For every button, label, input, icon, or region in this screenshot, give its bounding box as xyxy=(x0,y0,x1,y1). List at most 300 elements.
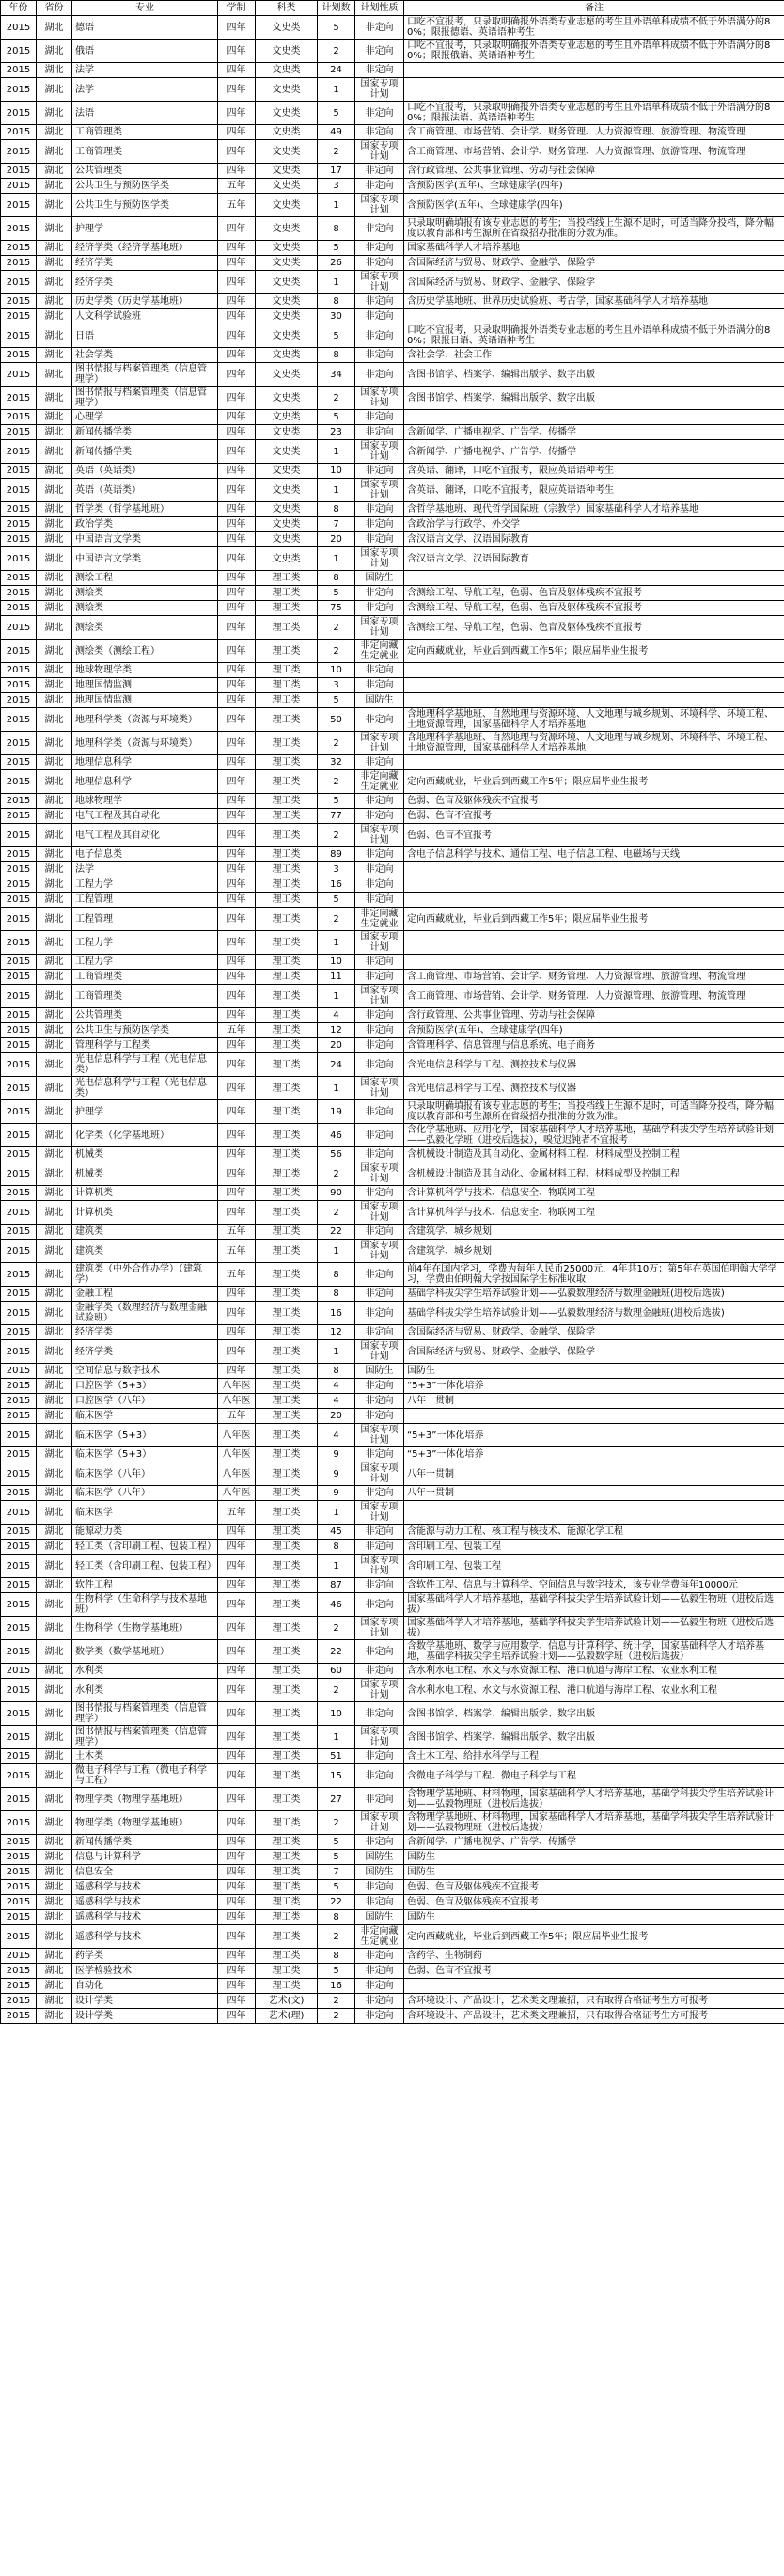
major-cell: 物理学类（物理学基地班） xyxy=(72,1788,218,1811)
duration-cell: 四年 xyxy=(218,877,256,893)
plan-type-cell: 国家专项计划 xyxy=(355,194,404,217)
year-cell: 2015 xyxy=(1,908,37,931)
remarks-cell: 含预防医学(五年)、全球健康学(四年) xyxy=(404,1023,784,1038)
plan-count-cell: 20 xyxy=(318,1409,355,1424)
category-cell: 文史类 xyxy=(256,63,318,78)
duration-cell: 八年医 xyxy=(218,1394,256,1409)
province-cell: 湖北 xyxy=(37,770,72,794)
province-cell: 湖北 xyxy=(37,1225,72,1240)
year-cell: 2015 xyxy=(1,78,37,102)
year-cell: 2015 xyxy=(1,102,37,125)
category-cell: 理工类 xyxy=(256,1525,318,1540)
plan-type-cell: 非定向 xyxy=(355,102,404,125)
major-cell: 法语 xyxy=(72,102,218,125)
category-cell: 理工类 xyxy=(256,1008,318,1023)
table-row xyxy=(1,1664,784,1679)
year-cell: 2015 xyxy=(1,479,37,502)
province-cell: 湖北 xyxy=(37,547,72,571)
remarks-cell: 含机械设计制造及其自动化、金属材料工程、材料成型及控制工程 xyxy=(404,1162,784,1186)
duration-cell: 四年 xyxy=(218,1994,256,2009)
table-row xyxy=(1,1949,784,1964)
table-row xyxy=(1,1340,784,1364)
plan-count-cell: 1 xyxy=(318,547,355,571)
major-cell: 生物科学（生命科学与技术基地班） xyxy=(72,1593,218,1617)
plan-count-cell: 8 xyxy=(318,294,355,309)
duration-cell: 四年 xyxy=(218,294,256,309)
table-row xyxy=(1,824,784,847)
major-cell: 轻工类（含印刷工程、包装工程） xyxy=(72,1540,218,1555)
remarks-cell: 含计算机科学与技术、信息安全、物联网工程 xyxy=(404,1201,784,1225)
plan-count-cell: 5 xyxy=(318,16,355,40)
remarks-cell: 含印刷工程、包装工程 xyxy=(404,1555,784,1578)
category-cell: 文史类 xyxy=(256,294,318,309)
duration-cell: 四年 xyxy=(218,809,256,824)
duration-cell: 五年 xyxy=(218,1023,256,1038)
plan-type-cell: 非定向 xyxy=(355,410,404,425)
plan-count-cell: 2 xyxy=(318,1201,355,1225)
table-row xyxy=(1,693,784,708)
major-cell: 工商管理类 xyxy=(72,970,218,985)
category-cell: 文史类 xyxy=(256,324,318,348)
category-cell: 理工类 xyxy=(256,985,318,1008)
table-row xyxy=(1,663,784,678)
remarks-cell: “5+3”一体化培养 xyxy=(404,1447,784,1462)
table-row xyxy=(1,194,784,217)
plan-count-cell: 10 xyxy=(318,955,355,970)
major-cell: 电气工程及其自动化 xyxy=(72,809,218,824)
table-row xyxy=(1,862,784,877)
plan-type-cell: 国防生 xyxy=(355,1850,404,1865)
plan-type-cell: 国家专项计划 xyxy=(355,1077,404,1100)
province-cell: 湖北 xyxy=(37,908,72,931)
year-cell: 2015 xyxy=(1,440,37,464)
table-row xyxy=(1,1186,784,1201)
plan-count-cell: 2 xyxy=(318,732,355,755)
year-cell: 2015 xyxy=(1,1964,37,1979)
province-cell: 湖北 xyxy=(37,194,72,217)
duration-cell: 四年 xyxy=(218,1124,256,1147)
plan-type-cell: 国家专项计划 xyxy=(355,1811,404,1835)
major-cell: 管理科学与工程类 xyxy=(72,1038,218,1053)
year-cell: 2015 xyxy=(1,1287,37,1302)
major-cell: 建筑类 xyxy=(72,1225,218,1240)
remarks-cell: 国防生 xyxy=(404,1850,784,1865)
table-row xyxy=(1,1147,784,1162)
plan-count-cell: 24 xyxy=(318,1053,355,1077)
category-cell: 文史类 xyxy=(256,479,318,502)
duration-cell: 四年 xyxy=(218,1835,256,1850)
plan-count-cell: 87 xyxy=(318,1578,355,1593)
province-cell: 湖北 xyxy=(37,1053,72,1077)
year-cell: 2015 xyxy=(1,1895,37,1910)
plan-type-cell: 国家专项计划 xyxy=(355,1201,404,1225)
plan-type-cell: 非定向 xyxy=(355,125,404,140)
plan-count-cell: 26 xyxy=(318,256,355,271)
remarks-cell xyxy=(404,410,784,425)
category-cell: 文史类 xyxy=(256,256,318,271)
table-row xyxy=(1,179,784,194)
category-cell: 理工类 xyxy=(256,1201,318,1225)
duration-cell: 四年 xyxy=(218,241,256,256)
plan-type-cell: 非定向 xyxy=(355,601,404,616)
year-cell: 2015 xyxy=(1,1379,37,1394)
table-row xyxy=(1,217,784,241)
remarks-cell: 口吃不宜报考，只录取明确报外语类专业志愿的考生且外语单科成绩不低于外语满分的80%；限报俄语、英语语种考生 xyxy=(404,40,784,63)
duration-cell: 五年 xyxy=(218,1409,256,1424)
major-cell: 法学 xyxy=(72,63,218,78)
year-cell: 2015 xyxy=(1,1340,37,1364)
plan-count-cell: 1 xyxy=(318,78,355,102)
plan-type-cell: 非定向 xyxy=(355,464,404,479)
category-cell: 文史类 xyxy=(256,410,318,425)
major-cell: 计算机类 xyxy=(72,1201,218,1225)
category-cell: 文史类 xyxy=(256,164,318,179)
plan-type-cell: 非定向 xyxy=(355,1593,404,1617)
province-cell: 湖北 xyxy=(37,1788,72,1811)
plan-count-cell: 5 xyxy=(318,586,355,601)
duration-cell: 四年 xyxy=(218,140,256,164)
plan-count-cell: 17 xyxy=(318,164,355,179)
province-cell: 湖北 xyxy=(37,1240,72,1263)
table-row xyxy=(1,78,784,102)
plan-type-cell: 国家专项计划 xyxy=(355,1501,404,1525)
category-cell: 理工类 xyxy=(256,1023,318,1038)
year-cell: 2015 xyxy=(1,16,37,40)
plan-count-cell: 19 xyxy=(318,1100,355,1124)
category-cell: 文史类 xyxy=(256,40,318,63)
column-header-plan-count: 计划数 xyxy=(318,1,355,16)
major-cell: 遥感科学与技术 xyxy=(72,1910,218,1925)
year-cell: 2015 xyxy=(1,464,37,479)
remarks-cell: 含地理科学基地班、自然地理与资源环境、人文地理与城乡规划、环境科学、环境工程、土地资源管理，国家基础科学人才培养基地 xyxy=(404,708,784,732)
table-row xyxy=(1,847,784,862)
plan-count-cell: 8 xyxy=(318,1287,355,1302)
year-cell: 2015 xyxy=(1,663,37,678)
major-cell: 图书情报与档案管理类（信息管理学） xyxy=(72,1702,218,1726)
category-cell: 理工类 xyxy=(256,1100,318,1124)
plan-count-cell: 5 xyxy=(318,1835,355,1850)
remarks-cell: 含印刷工程、包装工程 xyxy=(404,1540,784,1555)
category-cell: 理工类 xyxy=(256,678,318,693)
duration-cell: 四年 xyxy=(218,708,256,732)
table-row xyxy=(1,1124,784,1147)
major-cell: 临床医学（八年） xyxy=(72,1462,218,1486)
table-row xyxy=(1,1394,784,1409)
duration-cell: 四年 xyxy=(218,893,256,908)
duration-cell: 四年 xyxy=(218,1726,256,1749)
year-cell: 2015 xyxy=(1,1364,37,1379)
province-cell: 湖北 xyxy=(37,363,72,387)
year-cell: 2015 xyxy=(1,678,37,693)
year-cell: 2015 xyxy=(1,1865,37,1880)
remarks-cell: 含能源与动力工程、核工程与核技术、能源化学工程 xyxy=(404,1525,784,1540)
major-cell: 机械类 xyxy=(72,1162,218,1186)
year-cell: 2015 xyxy=(1,1880,37,1895)
major-cell: 地理科学类（资源与环境类） xyxy=(72,732,218,755)
plan-count-cell: 22 xyxy=(318,1225,355,1240)
province-cell: 湖北 xyxy=(37,256,72,271)
province-cell: 湖北 xyxy=(37,179,72,194)
duration-cell: 四年 xyxy=(218,862,256,877)
remarks-cell: 含历史学基地班、世界历史试验班、考古学，国家基础科学人才培养基地 xyxy=(404,294,784,309)
category-cell: 理工类 xyxy=(256,1850,318,1865)
table-row xyxy=(1,256,784,271)
major-cell: 心理学 xyxy=(72,410,218,425)
remarks-cell: 国防生 xyxy=(404,1865,784,1880)
remarks-cell: 含光电信息科学与工程、测控技术与仪器 xyxy=(404,1053,784,1077)
year-cell: 2015 xyxy=(1,1617,37,1640)
remarks-cell: 只录取明确填报有该专业志愿的考生；当投档线上生源不足时，可适当降分投档，降分幅度以教育部和考生源所在省级招办批准的分数为准。 xyxy=(404,1100,784,1124)
plan-count-cell: 5 xyxy=(318,693,355,708)
plan-type-cell: 非定向 xyxy=(355,970,404,985)
table-row xyxy=(1,1447,784,1462)
remarks-cell: 含政治学与行政学、外交学 xyxy=(404,517,784,532)
category-cell: 文史类 xyxy=(256,387,318,410)
duration-cell: 四年 xyxy=(218,1679,256,1702)
duration-cell: 四年 xyxy=(218,502,256,517)
year-cell: 2015 xyxy=(1,1640,37,1664)
major-cell: 工商管理类 xyxy=(72,140,218,164)
remarks-cell: 口吃不宜报考，只录取明确报外语类专业志愿的考生且外语单科成绩不低于外语满分的80%；限报日语、英语语种考生 xyxy=(404,324,784,348)
year-cell: 2015 xyxy=(1,985,37,1008)
province-cell: 湖北 xyxy=(37,1501,72,1525)
year-cell: 2015 xyxy=(1,1664,37,1679)
duration-cell: 四年 xyxy=(218,678,256,693)
plan-type-cell: 非定向 xyxy=(355,1895,404,1910)
major-cell: 历史学类（历史学基地班） xyxy=(72,294,218,309)
column-header-category: 科类 xyxy=(256,1,318,16)
province-cell: 湖北 xyxy=(37,1664,72,1679)
plan-count-cell: 2 xyxy=(318,40,355,63)
major-cell: 土木类 xyxy=(72,1749,218,1764)
category-cell: 文史类 xyxy=(256,425,318,440)
table-row xyxy=(1,1240,784,1263)
remarks-cell: 含建筑学、城乡规划 xyxy=(404,1225,784,1240)
major-cell: 设计学类 xyxy=(72,1994,218,2009)
major-cell: 工商管理类 xyxy=(72,125,218,140)
table-row xyxy=(1,363,784,387)
plan-type-cell: 非定向 xyxy=(355,1578,404,1593)
category-cell: 理工类 xyxy=(256,1364,318,1379)
column-header-plan-type: 计划性质 xyxy=(355,1,404,16)
province-cell: 湖北 xyxy=(37,678,72,693)
plan-type-cell: 国家专项计划 xyxy=(355,1462,404,1486)
year-cell: 2015 xyxy=(1,1702,37,1726)
year-cell: 2015 xyxy=(1,931,37,955)
category-cell: 理工类 xyxy=(256,1053,318,1077)
province-cell: 湖北 xyxy=(37,693,72,708)
plan-count-cell: 46 xyxy=(318,1593,355,1617)
category-cell: 艺术(理) xyxy=(256,2009,318,2024)
province-cell: 湖北 xyxy=(37,809,72,824)
duration-cell: 四年 xyxy=(218,1201,256,1225)
plan-type-cell: 非定向 xyxy=(355,1409,404,1424)
major-cell: 工商管理类 xyxy=(72,985,218,1008)
remarks-cell: 定向西藏就业，毕业后到西藏工作5年；限应届毕业生报考 xyxy=(404,1925,784,1949)
table-row xyxy=(1,410,784,425)
category-cell: 理工类 xyxy=(256,1394,318,1409)
duration-cell: 四年 xyxy=(218,1788,256,1811)
plan-count-cell: 5 xyxy=(318,893,355,908)
duration-cell: 四年 xyxy=(218,1702,256,1726)
major-cell: 地理国情监测 xyxy=(72,693,218,708)
remarks-cell: 口吃不宜报考，只录取明确报外语类专业志愿的考生且外语单科成绩不低于外语满分的80%；限报德语、英语语种考生 xyxy=(404,16,784,40)
plan-count-cell: 7 xyxy=(318,1865,355,1880)
duration-cell: 四年 xyxy=(218,732,256,755)
plan-type-cell: 非定向 xyxy=(355,1835,404,1850)
year-cell: 2015 xyxy=(1,410,37,425)
province-cell: 湖北 xyxy=(37,532,72,547)
plan-count-cell: 30 xyxy=(318,309,355,324)
remarks-cell: 含图书馆学、档案学、编辑出版学、数字出版 xyxy=(404,1726,784,1749)
table-row xyxy=(1,1486,784,1501)
table-row xyxy=(1,532,784,547)
remarks-cell: 含环境设计、产品设计，艺术类文理兼招，只有取得合格证考生方可报考 xyxy=(404,1994,784,2009)
category-cell: 文史类 xyxy=(256,241,318,256)
province-cell: 湖北 xyxy=(37,63,72,78)
table-row xyxy=(1,970,784,985)
category-cell: 文史类 xyxy=(256,547,318,571)
plan-type-cell: 非定向 xyxy=(355,1764,404,1788)
year-cell: 2015 xyxy=(1,164,37,179)
table-row xyxy=(1,955,784,970)
plan-count-cell: 1 xyxy=(318,1501,355,1525)
table-row xyxy=(1,586,784,601)
year-cell: 2015 xyxy=(1,616,37,640)
province-cell: 湖北 xyxy=(37,893,72,908)
major-cell: 生物科学（生物学基地班） xyxy=(72,1617,218,1640)
year-cell: 2015 xyxy=(1,955,37,970)
major-cell: 金融学类（数理经济与数理金融试验班） xyxy=(72,1302,218,1325)
remarks-cell xyxy=(404,63,784,78)
plan-count-cell: 90 xyxy=(318,1186,355,1201)
plan-type-cell: 非定向 xyxy=(355,241,404,256)
major-cell: 测绘类（测绘工程） xyxy=(72,640,218,663)
remarks-cell: 含新闻学、广播电视学、广告学、传播学 xyxy=(404,1835,784,1850)
category-cell: 理工类 xyxy=(256,970,318,985)
plan-type-cell: 国家专项计划 xyxy=(355,1679,404,1702)
plan-count-cell: 2 xyxy=(318,770,355,794)
plan-count-cell: 4 xyxy=(318,1379,355,1394)
province-cell: 湖北 xyxy=(37,1865,72,1880)
major-cell: 测绘类 xyxy=(72,601,218,616)
category-cell: 理工类 xyxy=(256,1925,318,1949)
category-cell: 理工类 xyxy=(256,1540,318,1555)
category-cell: 理工类 xyxy=(256,1578,318,1593)
plan-type-cell: 非定向 xyxy=(355,1640,404,1664)
province-cell: 湖北 xyxy=(37,164,72,179)
plan-type-cell: 国家专项计划 xyxy=(355,616,404,640)
province-cell: 湖北 xyxy=(37,1186,72,1201)
plan-type-cell: 非定向 xyxy=(355,517,404,532)
major-cell: 药学类 xyxy=(72,1949,218,1964)
remarks-cell: 基础学科拔尖学生培养试验计划——弘毅数理经济与数理金融班(进校后选拔) xyxy=(404,1287,784,1302)
duration-cell: 四年 xyxy=(218,547,256,571)
duration-cell: 四年 xyxy=(218,1764,256,1788)
plan-count-cell: 5 xyxy=(318,241,355,256)
duration-cell: 四年 xyxy=(218,1147,256,1162)
duration-cell: 四年 xyxy=(218,1617,256,1640)
year-cell: 2015 xyxy=(1,1053,37,1077)
province-cell: 湖北 xyxy=(37,1302,72,1325)
province-cell: 湖北 xyxy=(37,1364,72,1379)
plan-type-cell: 国家专项计划 xyxy=(355,1555,404,1578)
province-cell: 湖北 xyxy=(37,1994,72,2009)
plan-count-cell: 4 xyxy=(318,1394,355,1409)
category-cell: 文史类 xyxy=(256,125,318,140)
plan-type-cell: 非定向 xyxy=(355,2009,404,2024)
table-row xyxy=(1,794,784,809)
category-cell: 理工类 xyxy=(256,770,318,794)
remarks-cell: 含数学基地班、数学与应用数学、信息与计算科学、统计学，国家基础科学人才培养基地，基础学科拔尖学生培养试验计划——弘毅数学班（进校后选拔） xyxy=(404,1640,784,1664)
province-cell: 湖北 xyxy=(37,309,72,324)
major-cell: 经济学类 xyxy=(72,1340,218,1364)
province-cell: 湖北 xyxy=(37,294,72,309)
plan-count-cell: 1 xyxy=(318,1340,355,1364)
plan-count-cell: 1 xyxy=(318,479,355,502)
major-cell: 临床医学（5+3） xyxy=(72,1447,218,1462)
province-cell: 湖北 xyxy=(37,824,72,847)
plan-count-cell: 5 xyxy=(318,1850,355,1865)
major-cell: 能源动力类 xyxy=(72,1525,218,1540)
remarks-cell xyxy=(404,877,784,893)
table-row xyxy=(1,1865,784,1880)
remarks-cell: 含工商管理、市场营销、会计学、财务管理、人力资源管理、旅游管理、物流管理 xyxy=(404,970,784,985)
plan-type-cell: 非定向 xyxy=(355,1124,404,1147)
remarks-cell xyxy=(404,78,784,102)
remarks-cell: 含测绘工程、导航工程，色弱、色盲及躯体残疾不宜报考 xyxy=(404,586,784,601)
duration-cell: 四年 xyxy=(218,693,256,708)
table-row xyxy=(1,1302,784,1325)
year-cell: 2015 xyxy=(1,294,37,309)
year-cell: 2015 xyxy=(1,1147,37,1162)
province-cell: 湖北 xyxy=(37,1925,72,1949)
major-cell: 水利类 xyxy=(72,1679,218,1702)
duration-cell: 四年 xyxy=(218,16,256,40)
plan-count-cell: 2 xyxy=(318,616,355,640)
duration-cell: 四年 xyxy=(218,1555,256,1578)
year-cell: 2015 xyxy=(1,601,37,616)
category-cell: 文史类 xyxy=(256,309,318,324)
plan-count-cell: 4 xyxy=(318,1008,355,1023)
remarks-cell: 含工商管理、市场营销、会计学、财务管理、人力资源管理、旅游管理、物流管理 xyxy=(404,125,784,140)
plan-count-cell: 51 xyxy=(318,1749,355,1764)
major-cell: 图书情报与档案管理类（信息管理学） xyxy=(72,387,218,410)
plan-count-cell: 10 xyxy=(318,464,355,479)
plan-type-cell: 非定向 xyxy=(355,324,404,348)
duration-cell: 八年医 xyxy=(218,1462,256,1486)
table-row xyxy=(1,1540,784,1555)
plan-count-cell: 2 xyxy=(318,1994,355,2009)
plan-type-cell: 非定向 xyxy=(355,1394,404,1409)
year-cell: 2015 xyxy=(1,847,37,862)
remarks-cell: 含微电子科学与工程、微电子科学与工程 xyxy=(404,1764,784,1788)
category-cell: 文史类 xyxy=(256,78,318,102)
plan-type-cell: 非定向 xyxy=(355,309,404,324)
category-cell: 理工类 xyxy=(256,824,318,847)
year-cell: 2015 xyxy=(1,63,37,78)
duration-cell: 四年 xyxy=(218,1880,256,1895)
year-cell: 2015 xyxy=(1,517,37,532)
table-row xyxy=(1,1023,784,1038)
category-cell: 理工类 xyxy=(256,1462,318,1486)
remarks-cell: 色弱、色盲及躯体残疾不宜报考 xyxy=(404,1895,784,1910)
plan-count-cell: 2 xyxy=(318,1811,355,1835)
major-cell: 测绘工程 xyxy=(72,571,218,586)
plan-type-cell: 国防生 xyxy=(355,571,404,586)
remarks-cell: 含社会学、社会工作 xyxy=(404,348,784,363)
remarks-cell: 含英语、翻译，口吃不宜报考，限应英语语种考生 xyxy=(404,464,784,479)
